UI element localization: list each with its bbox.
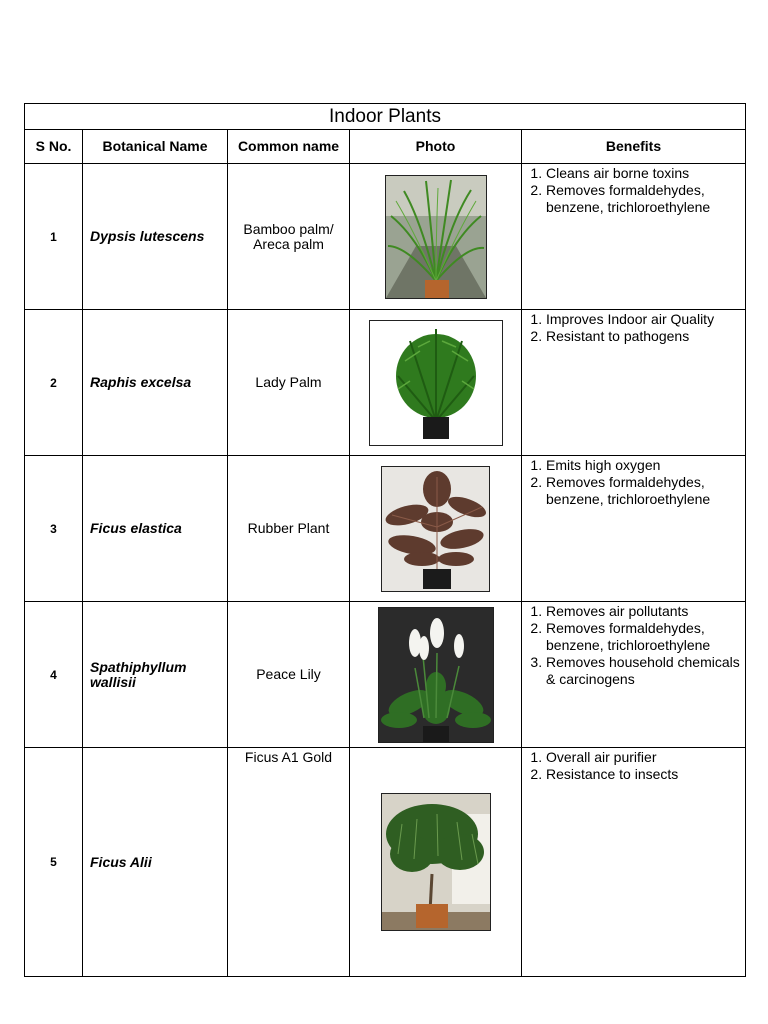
benefit-item: 1. Removes air pollutants [546, 603, 745, 620]
row-benefits [522, 164, 746, 310]
table-row [25, 602, 746, 748]
table-title: Indoor Plants [25, 104, 746, 130]
row-common-name: Peace Lily [228, 602, 350, 748]
row-common-name: Bamboo palm/ Areca palm [228, 164, 350, 310]
row-sno: 4 [25, 602, 83, 748]
row-botanical-name: Ficus Alii [83, 748, 228, 977]
row-botanical-name: Dypsis lutescens [83, 164, 228, 310]
benefit-item: 2. Removes formaldehydes, benzene, trichloroethylene [546, 182, 745, 216]
header-benefits: Benefits [522, 130, 746, 164]
row-benefits [522, 748, 746, 977]
peace-lily-photo [378, 607, 494, 743]
benefit-item: 3. Removes household chemicals & carcinogens [546, 654, 745, 688]
table-row [25, 310, 746, 456]
header-sno: S No. [25, 130, 83, 164]
row-sno: 5 [25, 748, 83, 977]
table-row [25, 164, 746, 310]
row-sno: 3 [25, 456, 83, 602]
row-botanical-name: Raphis excelsa [83, 310, 228, 456]
row-benefits [522, 310, 746, 456]
row-sno: 2 [25, 310, 83, 456]
benefit-item: 2. Removes formaldehydes, benzene, trichloroethylene [546, 474, 745, 508]
benefit-item: 2. Removes formaldehydes, benzene, trichloroethylene [546, 620, 745, 654]
table-row [25, 748, 746, 977]
benefit-item: 1. Emits high oxygen [546, 457, 745, 474]
table-row [25, 456, 746, 602]
benefit-item: 1. Overall air purifier [546, 749, 745, 766]
row-common-name: Lady Palm [228, 310, 350, 456]
benefit-item: 2. Resistance to insects [546, 766, 745, 783]
indoor-plants-table [24, 103, 746, 977]
row-common-name: Ficus A1 Gold [228, 748, 350, 977]
row-sno: 1 [25, 164, 83, 310]
ficus-alii-photo [381, 793, 491, 931]
row-botanical-name: Ficus elastica [83, 456, 228, 602]
row-common-name: Rubber Plant [228, 456, 350, 602]
benefit-item: 1. Improves Indoor air Quality [546, 311, 745, 328]
rubber-plant-photo [381, 466, 490, 592]
benefit-item: 1. Cleans air borne toxins [546, 165, 745, 182]
benefit-item: 2. Resistant to pathogens [546, 328, 745, 345]
header-photo: Photo [350, 130, 522, 164]
row-botanical-name: Spathiphyllum wallisii [83, 602, 228, 748]
lady-palm-photo [369, 320, 503, 446]
header-common-name: Common name [228, 130, 350, 164]
row-benefits [522, 602, 746, 748]
header-botanical-name: Botanical Name [83, 130, 228, 164]
row-benefits [522, 456, 746, 602]
areca-palm-photo [385, 175, 487, 299]
